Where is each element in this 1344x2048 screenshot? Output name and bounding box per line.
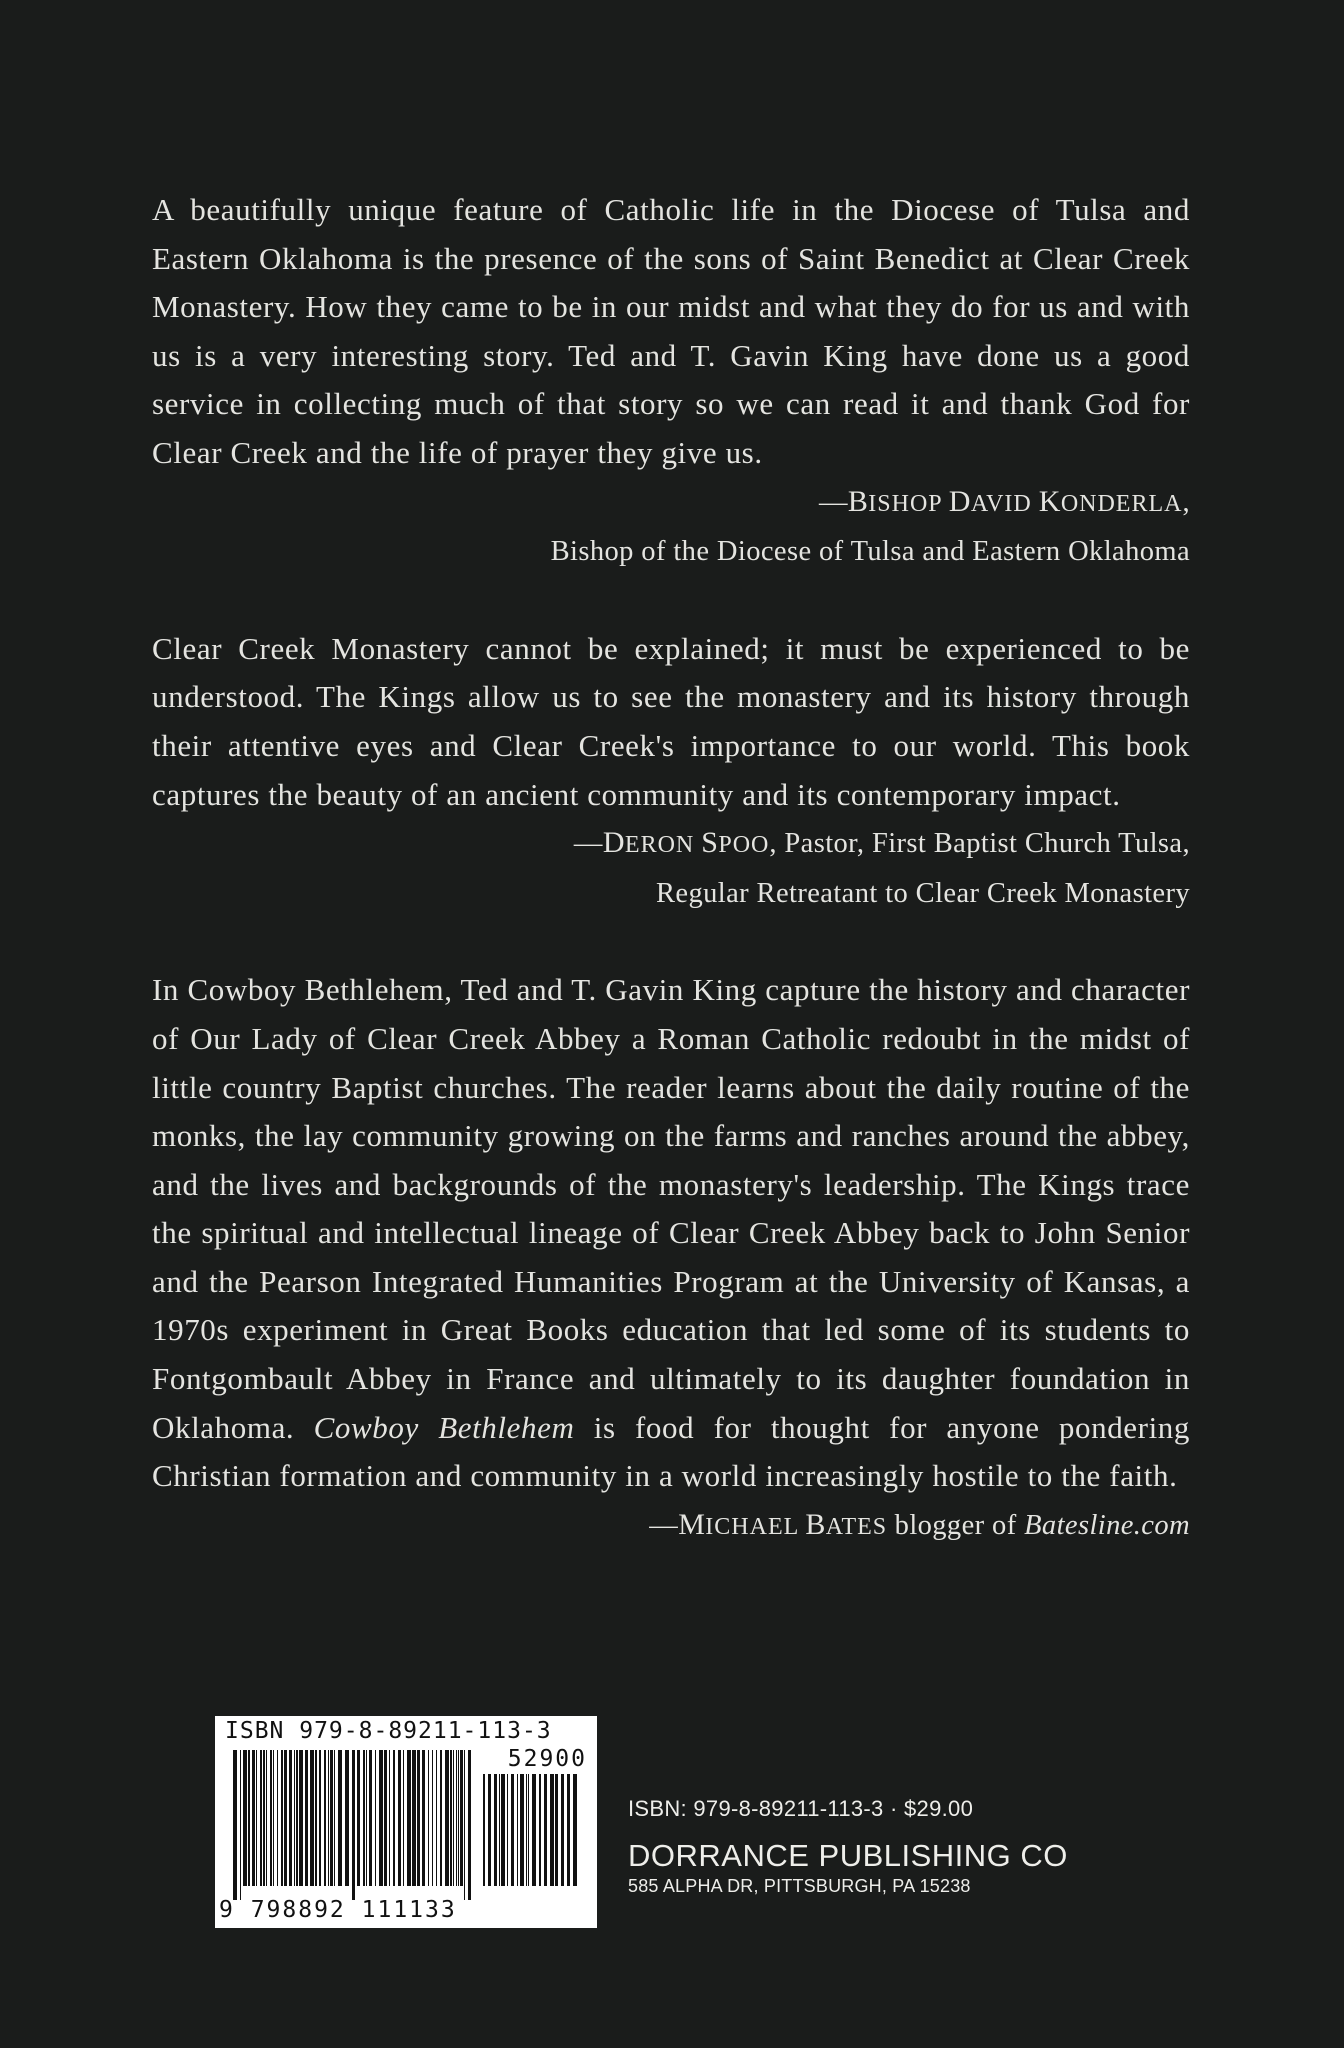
barcode-bar	[417, 1750, 420, 1886]
barcode-bar	[528, 1774, 529, 1886]
barcode-bar	[403, 1750, 404, 1886]
barcode-bar	[539, 1774, 541, 1886]
barcode-bar	[305, 1750, 308, 1886]
barcode-bar	[445, 1750, 449, 1886]
barcode-price-code: 52900	[507, 1746, 587, 1772]
barcode-bar	[407, 1750, 411, 1886]
barcode-bar	[319, 1750, 321, 1886]
barcode-bar	[369, 1750, 372, 1886]
barcode-bars-addon	[483, 1774, 587, 1900]
barcode-bar	[334, 1750, 335, 1886]
barcode-bar	[338, 1750, 342, 1886]
barcode-bar	[296, 1750, 298, 1886]
barcode-bar	[494, 1774, 497, 1886]
isbn-barcode	[215, 1716, 597, 1928]
barcode-bar	[366, 1750, 367, 1886]
barcode-bar	[436, 1750, 437, 1886]
book-title-italic: Cowboy Bethlehem	[313, 1409, 575, 1445]
barcode-bar	[256, 1750, 257, 1886]
barcode-bar	[501, 1774, 505, 1886]
barcode-bar	[266, 1750, 267, 1886]
barcode-bar	[507, 1774, 508, 1886]
barcode-bar	[263, 1750, 265, 1886]
barcode-bar	[458, 1750, 459, 1886]
barcode-bar	[468, 1750, 471, 1900]
barcode-bars-main	[233, 1750, 479, 1900]
publisher-name: DORRANCE PUBLISHING CO	[628, 1838, 1068, 1873]
barcode-bar	[573, 1774, 577, 1886]
barcode-bar	[284, 1750, 287, 1886]
barcode-bar	[464, 1750, 465, 1900]
publisher-block	[628, 1796, 1068, 1897]
barcode-bar	[352, 1750, 355, 1900]
barcode-bar	[357, 1750, 360, 1886]
blurb-1-attribution: —BISHOP DAVID KONDERLA,	[818, 484, 1190, 518]
publisher-address: 585 ALPHA DR, PITTSBURGH, PA 15238	[628, 1876, 971, 1896]
barcode-isbn-label: ISBN 979-8-89211-113-3	[225, 1718, 552, 1744]
barcode-bar	[289, 1750, 292, 1886]
barcode-bar	[428, 1750, 429, 1886]
barcode-bar	[281, 1750, 283, 1886]
barcode-bar	[273, 1750, 274, 1886]
blurb-2-attribution-title: Regular Retreatant to Clear Creek Monastery	[656, 877, 1190, 909]
barcode-bar	[324, 1750, 326, 1886]
barcode-bar	[456, 1750, 457, 1886]
blurb-1-text: A beautifully unique feature of Catholic life in the Diocese of Tulsa and Eastern Oklahoma is the presence of the sons of Saint Benedict at Clear Creek Monastery. How they came to be in our midst and what they do for us and with us is a very interesting story. Ted and T. Gavin King have done us a good service in collecting much of that story so we can read it and thank God for Clear Creek and the life of prayer they give us.	[152, 192, 1190, 470]
barcode-bar	[363, 1750, 365, 1886]
barcode-bar	[260, 1750, 262, 1886]
barcode-bar	[483, 1774, 485, 1886]
barcode-bar	[440, 1750, 442, 1886]
barcode-bar	[393, 1750, 395, 1886]
barcode-bar	[432, 1750, 433, 1886]
barcode-bar	[499, 1774, 500, 1886]
barcode-bar	[520, 1774, 524, 1886]
barcode-bar	[517, 1774, 518, 1886]
barcode-bar	[460, 1750, 463, 1886]
barcode-bar	[488, 1774, 491, 1886]
blurb-2-text: Clear Creek Monastery cannot be explained; it must be experienced to be understood. The Kings allow us to see the monastery and its history through their attentive eyes and Clear Creek's importance to our world. This book captures the beauty of an ancient community and its contemporary impact.	[152, 630, 1190, 812]
blurb-2-attribution: —DERON SPOO, Pastor, First Baptist Church Tulsa,	[573, 826, 1190, 860]
isbn-price-line: ISBN: 979-8-89211-113-3 · $29.00	[628, 1796, 974, 1821]
barcode-bar	[330, 1750, 333, 1886]
barcode-bar	[345, 1750, 349, 1886]
barcode-bar	[252, 1750, 255, 1886]
barcode-bar	[243, 1750, 247, 1886]
barcode-bar	[561, 1774, 564, 1886]
barcode-bar	[532, 1774, 536, 1886]
barcode-bar	[389, 1750, 390, 1886]
barcode-bar	[412, 1750, 416, 1886]
barcode-bar	[379, 1750, 383, 1886]
barcode-bar	[567, 1774, 570, 1886]
barcode-bar	[422, 1750, 425, 1886]
barcode-bar	[294, 1750, 295, 1886]
barcode-bar	[310, 1750, 314, 1886]
blurbs-column	[152, 186, 1190, 1551]
barcode-bar	[450, 1750, 452, 1886]
barcode-bar	[248, 1750, 250, 1886]
blurb-3-attribution: —MICHAEL BATES blogger of Batesline.com	[649, 1507, 1190, 1541]
barcode-bar	[526, 1774, 527, 1886]
barcode-bar	[544, 1774, 547, 1886]
blurb-1-attribution-title: Bishop of the Diocese of Tulsa and Eastern Oklahoma	[550, 536, 1190, 568]
barcode-bar	[375, 1750, 376, 1886]
barcode-bar	[277, 1750, 278, 1886]
barcode-bar	[233, 1750, 237, 1900]
blurb-3-text: In Cowboy Bethlehem, Ted and T. Gavin King capture the history and character of Our Lady of Clear Creek Abbey a Roman Catholic redoubt in the midst of little country Baptist churches. The reader learns about the daily routine of the monks, the lay community growing on the farms and ranches around the abbey, and the lives and backgrounds of the monastery's leadership. The Kings trace the spiritual and intellectual lineage of Clear Creek Abbey back to John Senior and the Pearson Integrated Humanities Program at the University of Kansas, a 1970s experiment in Great Books education that led some of its students to Fontgombault Abbey in France and ultimately to its daughter foundation in Oklahoma. Cowboy Bethlehem is food for thought for anyone pondering Christian formation and community in a world increasingly hostile to the faith.	[152, 972, 1190, 1494]
barcode-bar	[511, 1774, 514, 1886]
barcode-bar	[550, 1774, 554, 1886]
barcode-digits: 9 798892 111133	[219, 1897, 457, 1923]
barcode-bar	[384, 1750, 387, 1886]
barcode-bar	[453, 1750, 454, 1886]
barcode-bar	[328, 1750, 329, 1886]
barcode-bar	[398, 1750, 401, 1886]
barcode-bar	[555, 1774, 558, 1886]
barcode-bar	[270, 1750, 272, 1886]
barcode-bar	[315, 1750, 317, 1886]
barcode-bar	[240, 1750, 241, 1900]
barcode-bar	[299, 1750, 303, 1886]
